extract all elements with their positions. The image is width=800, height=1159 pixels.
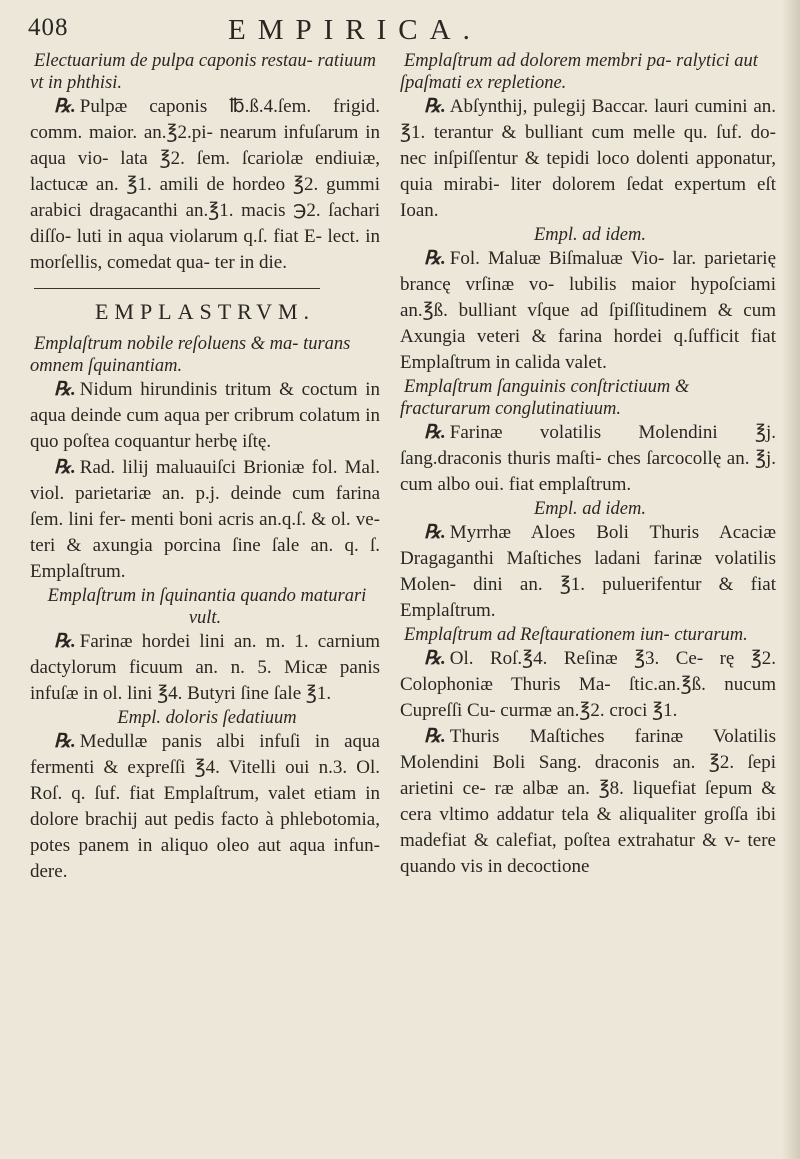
recipe-emplastrum-nobile: [30, 333, 380, 585]
recipe-paralytici: [400, 50, 776, 224]
left-column: [30, 50, 380, 885]
recipe-text: ℞. Abſynthij, pulegij Baccar. lauri cumini an. ℥1. terantur & bulliant cum melle qu. ſuf. do- nec inſpiſſentur & tepidi loco dolenti apponatur, quia mirabi- liter dolorem ſedat expertum eſt Ioan.: [400, 96, 776, 221]
running-head: EMPIRICA.: [228, 14, 482, 46]
recipe-symbol-icon: ℞.: [54, 379, 76, 400]
page-number: 408: [28, 14, 69, 41]
recipe-symbol-icon: ℞.: [54, 457, 76, 478]
recipe-text: ℞. Farinæ hordei lini an. m. 1. carnium dactylorum ficuum an. n. 5. Micæ panis infuſæ in ol. lini ℥4. Butyri ſine ſale ℥1.: [30, 631, 380, 704]
section-divider: [34, 288, 320, 289]
recipe-restaurationem: [400, 624, 776, 880]
recipe-text: ℞. Nidum hirundinis tritum & coctum in aqua deinde cum aqua per cribrum colatum in quo poſtea coquantur herbę iſtę.: [30, 379, 380, 452]
recipe-squinantia: [30, 585, 380, 707]
recipe-text: ℞. Medullæ panis albi infuſi in aqua fermenti & expreſſi ℥4. Vitelli oui n.3. Ol. Roſ. q. ſuf. fiat Emplaſtrum, valet etiam in dolore brachij aut pedis facto à phlebotomia, potes panem in aliquo oleo aut aqua infun- dere.: [30, 731, 380, 882]
recipe-symbol-icon: ℞.: [424, 648, 446, 669]
recipe-title: Empl. ad idem.: [533, 499, 646, 519]
recipe-sanguinis: [400, 376, 776, 498]
recipe-symbol-icon: ℞.: [54, 731, 76, 752]
recipe-text: ℞. Ol. Roſ.℥4. Reſinæ ℥3. Ce- rę ℥2. Colophoniæ Thuris Ma- ſtic.an.℥ß. nucum Cupreſſi Cu- curmæ an.℥2. croci ℥1.: [400, 648, 776, 721]
recipe-title: Emplaſtrum ad dolorem membri pa- ralytici aut ſpaſmati ex repletione.: [400, 51, 758, 93]
recipe-title: Electuarium de pulpa caponis restau- ratiuum vt in phthisi.: [30, 51, 377, 93]
page-header: [28, 14, 760, 48]
recipe-symbol-icon: ℞.: [54, 96, 76, 117]
recipe-text: ℞. Thuris Maſtiches farinæ Volatilis Molendini Boli Sang. draconis an. ℥2. ſepi arietini ce- ræ albæ an. ℥8. liquefiat ſepum & cera vltimo addatur tela & aliqualiter groſſa ibi madefiat & calefiat, poſtea extrahatur & v- tere quando vis in decoctione: [400, 726, 776, 877]
recipe-title: Emplaſtrum in ſquinantia quando maturari vult.: [47, 586, 367, 628]
recipe-symbol-icon: ℞.: [424, 726, 446, 747]
recipe-title: Emplaſtrum ſanguinis conſtrictiuum & fracturarum conglutinatiuum.: [400, 377, 690, 419]
recipe-text: ℞. Farinæ volatilis Molendini ℥j. ſang.draconis thuris maſti- ches ſarcocollę an. ℥j. cum albo oui. fiat emplaſtrum.: [400, 422, 776, 495]
recipe-text: ℞. Fol. Maluæ Biſmaluæ Vio- lar. parietarię brancę vrſinæ vo- lubilis maior hypoſciami an.℥ß. bulliant vſque ad ſpiſſitudinem & cum Axungia veteri & farina hordei q.ſufficit fiat Emplaſtrum in calida valet.: [400, 248, 776, 373]
recipe-symbol-icon: ℞.: [424, 96, 446, 117]
recipe-text: ℞. Pulpæ caponis ℔.ß.4.ſem. frigid. comm. maior. an.℥2.pi- nearum infuſarum in aqua vio- lata ℥2. ſem. ſcariolæ endiuiæ, lactucæ an. ℥1. amili de hordeo ℥2. gummi arabici dragacanthi an.℥1. macis ℈2. ſachari diſſo- luti in aqua violarum q.ſ. fiat E- lect. in morſellis, comedat qua- ter in die.: [30, 96, 380, 273]
recipe-electuarium: [30, 50, 380, 276]
recipe-ad-idem-2: [400, 498, 776, 624]
recipe-text: ℞. Myrrhæ Aloes Boli Thuris Acaciæ Dragaganthi Maſtiches ladani farinæ volatilis Molen- dini an. ℥1. puluerifentur & fiat Emplaſtrum.: [400, 522, 776, 621]
page-edge-shadow: [782, 0, 800, 1159]
recipe-symbol-icon: ℞.: [424, 422, 446, 443]
recipe-symbol-icon: ℞.: [424, 248, 446, 269]
recipe-title: Empl. ad idem.: [533, 225, 646, 245]
recipe-doloris-sedatiuum: [30, 707, 380, 885]
recipe-title: Emplaſtrum ad Reſtaurationem iun- cturarum.: [404, 625, 748, 645]
recipe-title: Empl. doloris ſedatiuum: [117, 708, 297, 728]
recipe-title: Emplaſtrum nobile reſoluens & ma- turans omnem ſquinantiam.: [30, 334, 351, 376]
recipe-symbol-icon: ℞.: [54, 631, 76, 652]
section-title: EMPLASTRVM.: [94, 299, 316, 324]
recipe-text: ℞. Rad. lilij maluauiſci Brioniæ fol. Mal. viol. parietariæ an. p.j. deinde cum farina ſem. lini fer- menti boni acris an.q.ſ. & ol. ve- teri & axungia porcina ſine ſale an. q. ſ. Emplaſtrum.: [30, 457, 380, 582]
right-column: [400, 50, 776, 880]
recipe-symbol-icon: ℞.: [424, 522, 446, 543]
recipe-ad-idem-1: [400, 224, 776, 376]
